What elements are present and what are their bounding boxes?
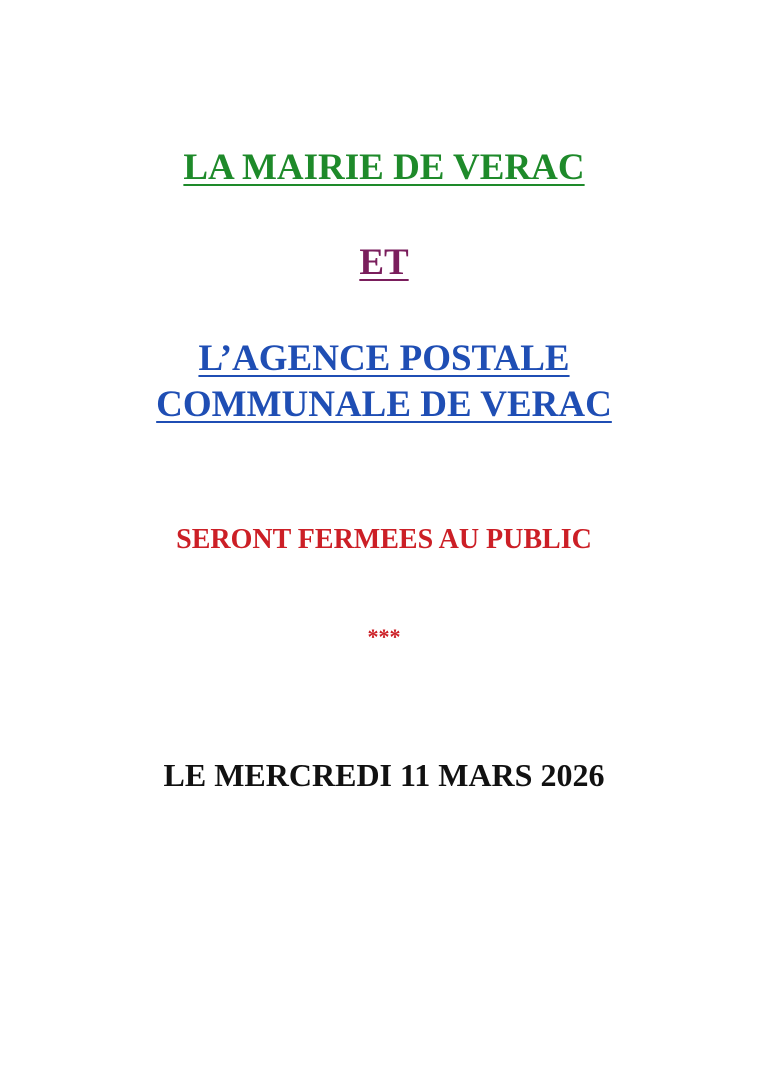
title-mairie: LA MAIRIE DE VERAC: [183, 147, 585, 188]
title-agence-line-2: COMMUNALE DE VERAC: [156, 384, 612, 425]
closure-date: LE MERCREDI 11 MARS 2026: [163, 757, 605, 793]
title-et: ET: [359, 242, 409, 283]
title-agence-line-1: L’AGENCE POSTALE: [198, 338, 570, 379]
closure-statement: SERONT FERMEES AU PUBLIC: [176, 524, 592, 555]
separator-stars: ***: [367, 624, 401, 649]
